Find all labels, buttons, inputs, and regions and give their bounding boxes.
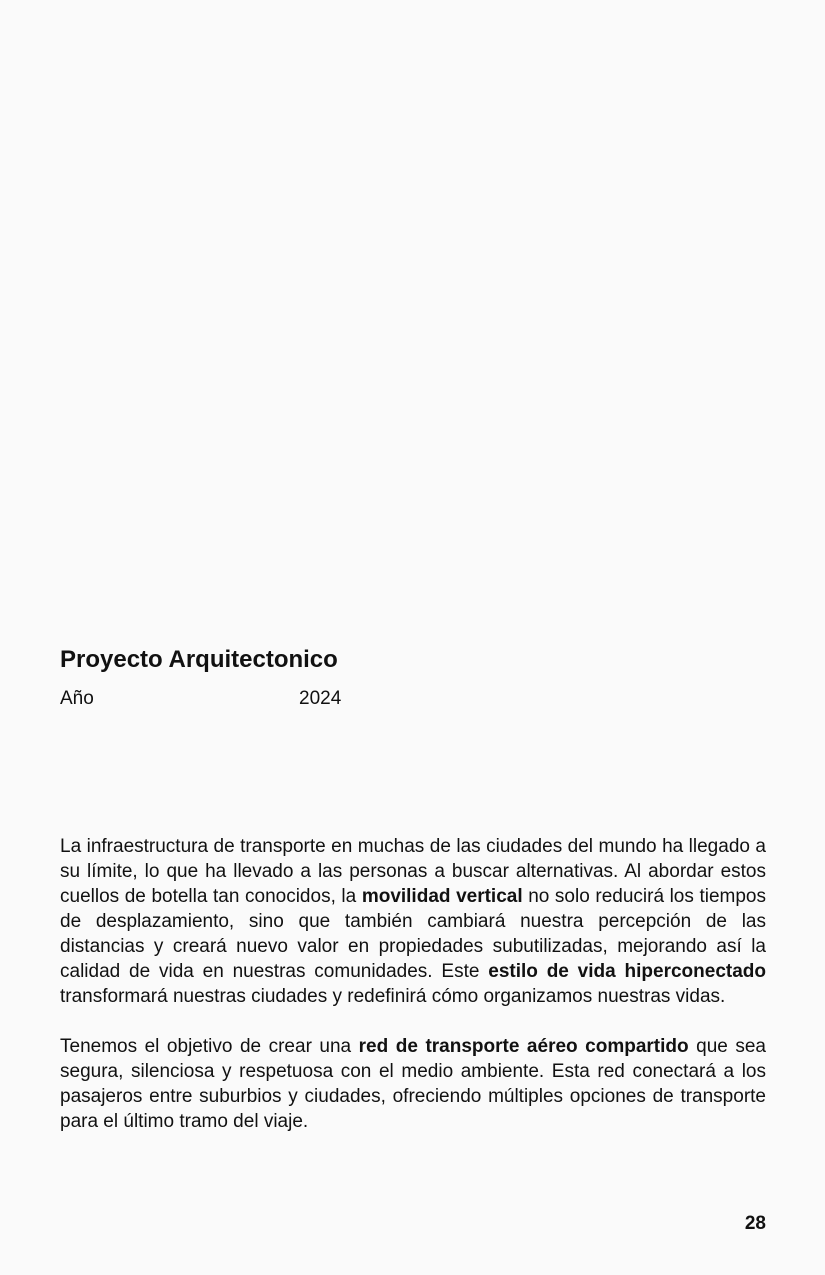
page-number: 28	[744, 1213, 766, 1234]
paragraph-text: La infraestructura de transporte en muchas de las ciudades del mundo ha llegado a su límite, lo que ha llevado a las personas a buscar alternativas. Al abordar estos cuellos de botella tan conocidos, la	[60, 836, 766, 907]
paragraph-objective	[60, 1034, 766, 1134]
project-title: Proyecto Arquitectonico	[60, 646, 338, 673]
paragraph-text: que sea segura, silenciosa y respetuosa con el medio ambiente. Esta red conectará a los pasajeros entre suburbios y ciudades, ofreciendo múltiples opciones de transporte para el último tramo del viaje.	[60, 1036, 766, 1132]
emphasis-vertical-mobility: movilidad vertical	[361, 886, 523, 907]
emphasis-air-transport-network: red de transporte aéreo compartido	[358, 1036, 689, 1057]
paragraph-intro	[60, 834, 766, 1009]
paragraph-text: no solo reducirá los tiempos de desplazamiento, sino que también cambiará nuestra percepción de las distancias y creará nuevo valor en propiedades subutilizadas, mejorando así la calidad de vida en nuestras comunidades. Este	[60, 886, 766, 982]
emphasis-hyperconnected-lifestyle: estilo de vida hiperconectado	[488, 961, 766, 982]
year-value: 2024	[299, 688, 342, 709]
paragraph-text: transformará nuestras ciudades y redefinirá cómo organizamos nuestras vidas.	[60, 986, 726, 1007]
body-text	[60, 834, 766, 1159]
paragraph-text: Tenemos el objetivo de crear una	[60, 1036, 359, 1057]
year-label: Año	[60, 688, 94, 709]
year-row	[60, 686, 350, 712]
